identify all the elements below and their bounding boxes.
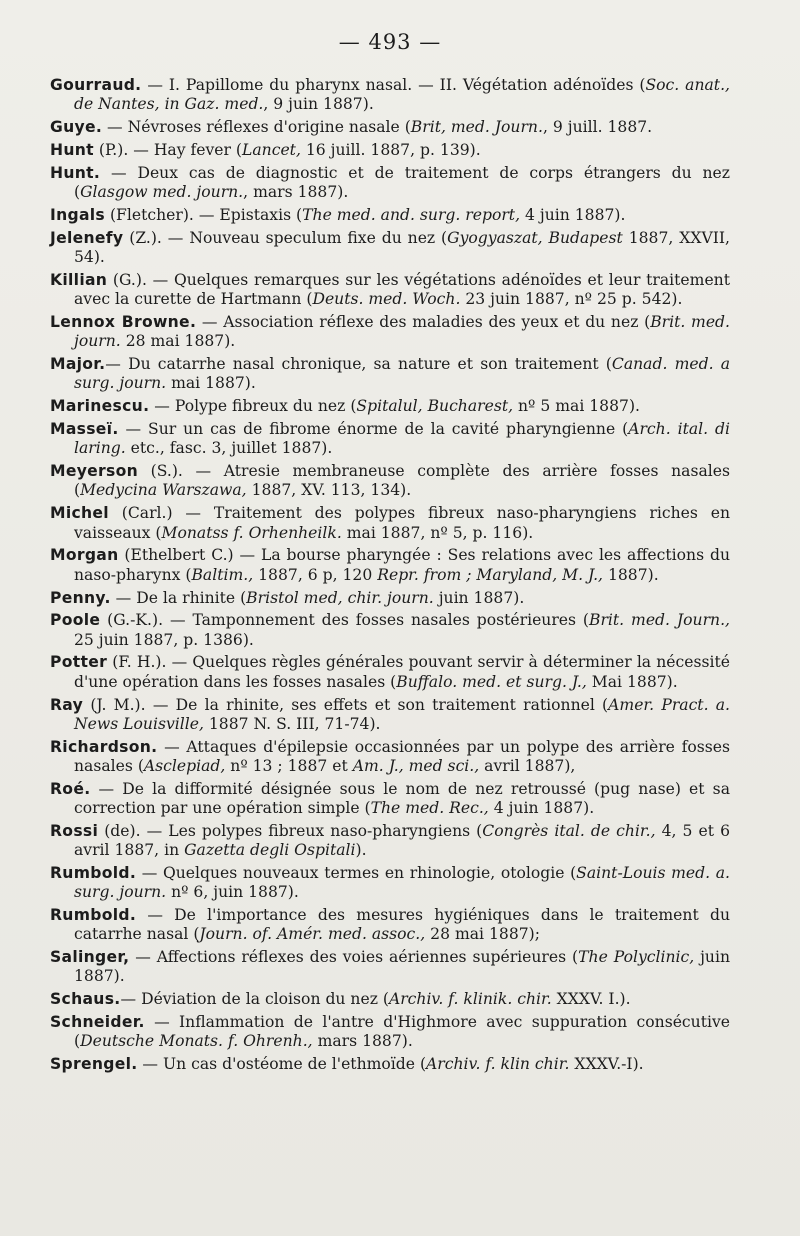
bibliography-entry bbox=[50, 1055, 730, 1074]
entry-text: nº 5 mai 1887). bbox=[513, 397, 640, 416]
source-title: Saint-Louis med. a. surg. journ. bbox=[74, 863, 730, 902]
author-name: Salinger, bbox=[50, 948, 130, 967]
bibliography-entry bbox=[50, 462, 730, 500]
bibliography-entry bbox=[50, 653, 730, 691]
entry-text: 25 juin 1887, p. 1386). bbox=[74, 630, 254, 649]
entry-text: Attaques d'épilepsie occasionnées par un polype des arrière fosses nasales ( bbox=[74, 737, 731, 775]
entry-text: 1887 N. S. III, 71-74). bbox=[203, 714, 381, 733]
bibliography-entry bbox=[50, 906, 730, 944]
bibliography-entry bbox=[50, 118, 730, 137]
bibliography-entry bbox=[50, 76, 730, 114]
bibliography-entry bbox=[50, 822, 730, 860]
source-title: Archiv. f. klin chir. bbox=[426, 1055, 570, 1074]
separator-dash: — bbox=[90, 779, 123, 798]
source-title: Brit, med. Journ. bbox=[410, 118, 543, 137]
entry-text: I. Papillome du pharynx nasal. — II. Végétation adénoïdes ( bbox=[168, 76, 646, 94]
source-title: Brit. med. journ. bbox=[74, 313, 730, 351]
entry-text: 1887, 6 p, 120 bbox=[253, 565, 378, 584]
separator-dash: — bbox=[193, 205, 220, 224]
source-title: Medycina Warszawa, bbox=[80, 481, 247, 500]
bibliography-entry bbox=[50, 504, 730, 542]
source-title: Gazetta degli Ospitali bbox=[184, 841, 356, 860]
author-name: Rossi bbox=[50, 821, 99, 840]
source-title: Am. J., med sci., bbox=[352, 756, 480, 775]
author-initials: (Z.). bbox=[123, 228, 162, 247]
entry-text: Quelques remarques sur les végétations adénoïdes et leur traitement avec la curette de Hartmann ( bbox=[74, 270, 730, 309]
bibliography-entry bbox=[50, 164, 730, 202]
separator-dash: — bbox=[182, 462, 224, 481]
author-name: Penny. bbox=[50, 588, 111, 607]
entry-text: De la rhinite ( bbox=[136, 588, 247, 607]
author-initials: (S.). bbox=[138, 462, 183, 481]
source-title: Baltim., bbox=[191, 565, 254, 584]
source-title: Amer. Pract. a. News Louisville, bbox=[74, 695, 730, 733]
bibliography-entry bbox=[50, 780, 730, 818]
author-name: Richardson. bbox=[50, 737, 158, 756]
source-title: Deutsche Monats. f. Ohrenh., bbox=[80, 1032, 313, 1051]
author-name: Schneider. bbox=[50, 1013, 145, 1032]
author-name: Ingals bbox=[50, 205, 106, 224]
source-title: Lancet, bbox=[242, 140, 301, 159]
author-name: Killian bbox=[50, 270, 108, 289]
entry-text: Sur un cas de fibrome énorme de la cavité pharyngienne ( bbox=[148, 420, 629, 439]
author-name: Meyerson bbox=[50, 462, 139, 481]
entry-text: Traitement des polypes fibreux naso-pharyngiens riches en vaisseaux ( bbox=[74, 504, 730, 542]
entry-text: Tamponnement des fosses nasales postérieures ( bbox=[192, 611, 590, 630]
bibliography-entry bbox=[50, 611, 730, 649]
bibliography-entry bbox=[50, 420, 730, 458]
entry-text: avril 1887), bbox=[479, 756, 576, 775]
separator-dash: — bbox=[136, 863, 163, 882]
author-name: Jelenefy bbox=[50, 228, 124, 247]
author-name: Hunt bbox=[50, 140, 94, 159]
source-title: The Polyclinic, bbox=[578, 948, 695, 967]
author-initials: (G.-K.). bbox=[100, 611, 164, 630]
author-initials: (J. M.). bbox=[83, 695, 146, 714]
author-name: Michel bbox=[50, 504, 109, 523]
author-name: Roé. bbox=[50, 779, 91, 798]
entry-text: Hay fever ( bbox=[153, 140, 243, 159]
source-title: Buffalo. med. et surg. J., bbox=[396, 672, 587, 691]
entry-text: Nouveau speculum fixe du nez ( bbox=[189, 228, 448, 247]
bibliography-entry bbox=[50, 397, 730, 416]
source-title: Brit. med. Journ., bbox=[589, 611, 730, 630]
entry-text: ). bbox=[355, 841, 367, 860]
author-name: Masseï. bbox=[50, 420, 119, 439]
entry-text: De la rhinite, ses effets et son traitement rationnel ( bbox=[175, 695, 609, 714]
separator-dash: — bbox=[172, 504, 214, 523]
separator-dash: — bbox=[118, 420, 149, 439]
bibliography-list bbox=[50, 76, 730, 1074]
bibliography-entry bbox=[50, 864, 730, 902]
author-name: Potter bbox=[50, 653, 108, 672]
bibliography-entry bbox=[50, 141, 730, 160]
separator-dash: — bbox=[233, 546, 262, 565]
page-number: — 493 — bbox=[338, 30, 442, 54]
author-name: Major. bbox=[50, 355, 106, 374]
source-title: Arch. ital. di laring. bbox=[74, 420, 730, 458]
entry-text: mai 1887, nº 5, p. 116). bbox=[341, 523, 534, 542]
separator-dash: — bbox=[149, 397, 175, 416]
separator-dash: — bbox=[105, 355, 129, 374]
entry-text: Déviation de la cloison du nez ( bbox=[141, 990, 389, 1009]
entry-text: Du catarrhe nasal chronique, sa nature et son traitement ( bbox=[128, 355, 612, 374]
author-name: Schaus. bbox=[50, 990, 121, 1009]
bibliography-entry bbox=[50, 229, 730, 267]
bibliography-entry bbox=[50, 355, 730, 393]
author-initials: (Fletcher). bbox=[105, 205, 194, 224]
entry-text: Un cas d'ostéome de l'ethmoïde ( bbox=[162, 1055, 427, 1074]
author-name: Poole bbox=[50, 611, 101, 630]
author-name: Gourraud. bbox=[50, 76, 142, 94]
entry-text: Epistaxis ( bbox=[219, 205, 303, 224]
source-title: Journ. of. Amér. med. assoc., bbox=[199, 925, 426, 944]
source-title: Bristol med, chir. journ. bbox=[246, 588, 434, 607]
source-title: Deuts. med. Woch. bbox=[312, 290, 461, 309]
entry-text: Névroses réflexes d'origine nasale ( bbox=[127, 118, 411, 137]
entry-text: juin 1887). bbox=[433, 588, 525, 607]
bibliography-entry bbox=[50, 1013, 730, 1051]
entry-text: Association réflexe des maladies des yeux et du nez ( bbox=[223, 313, 651, 332]
source-title: The med. Rec., bbox=[370, 798, 489, 817]
author-name: Rumbold. bbox=[50, 906, 137, 925]
entry-text: 1887, XV. 113, 134). bbox=[246, 481, 412, 500]
author-name: Guye. bbox=[50, 118, 103, 137]
source-title: Spitalul, Bucharest, bbox=[356, 397, 514, 416]
entry-text: Les polypes fibreux naso-pharyngiens ( bbox=[168, 821, 483, 840]
source-title: Soc. anat., de Nantes, in Gaz. med. bbox=[74, 76, 730, 114]
entry-text: nº 13 ; 1887 et bbox=[225, 756, 353, 775]
source-title: Canad. med. a surg. journ. bbox=[74, 355, 730, 393]
separator-dash: — bbox=[163, 611, 193, 630]
author-initials: (F. H.). bbox=[107, 653, 167, 672]
entry-text: , 9 juin 1887). bbox=[263, 95, 374, 114]
entry-text: Deux cas de diagnostic et de traitement de corps étrangers du nez ( bbox=[74, 163, 730, 202]
entry-text: 1887, XXVII, 54). bbox=[74, 228, 730, 267]
entry-text: Quelques nouveaux termes en rhinologie, otologie ( bbox=[162, 863, 577, 882]
entry-text: 23 juin 1887, nº 25 p. 542). bbox=[460, 290, 683, 309]
author-name: Ray bbox=[50, 695, 84, 714]
author-initials: (Carl.) bbox=[108, 504, 173, 523]
separator-dash: — bbox=[144, 1013, 179, 1032]
entry-text: Mai 1887). bbox=[586, 672, 678, 691]
entry-text: , mars 1887). bbox=[243, 183, 349, 202]
bibliography-entry bbox=[50, 546, 730, 584]
entry-text: juin 1887). bbox=[74, 948, 731, 986]
source-title: Archiv. f. klinik. chir. bbox=[388, 990, 552, 1009]
entry-text: Quelques règles générales pouvant servir à déterminer la nécessité d'une opération dans les fosses nasales ( bbox=[74, 653, 730, 691]
separator-dash: — bbox=[102, 118, 128, 137]
bibliography-entry bbox=[50, 313, 730, 351]
entry-text: De la difformité désignée sous le nom de nez retroussé (pug nase) et sa correction par une opération simple ( bbox=[74, 779, 730, 817]
bibliography-entry bbox=[50, 589, 730, 608]
separator-dash: — bbox=[120, 990, 142, 1009]
author-name: Sprengel. bbox=[50, 1055, 138, 1074]
source-title: Gyogyaszat, Budapest bbox=[447, 228, 623, 247]
author-name: Hunt. bbox=[50, 163, 101, 182]
entry-text: 4 juin 1887). bbox=[520, 205, 626, 224]
author-name: Marinescu. bbox=[50, 397, 150, 416]
bibliography-entry bbox=[50, 271, 730, 309]
entry-text: La bourse pharyngée : Ses relations avec les affections du naso-pharynx ( bbox=[74, 546, 730, 584]
entry-text: 1887). bbox=[603, 565, 659, 584]
entry-text: mai 1887). bbox=[166, 374, 256, 393]
entry-text: 28 mai 1887); bbox=[425, 925, 541, 944]
entry-text: Inflammation de l'antre d'Highmore avec suppuration consécutive ( bbox=[74, 1013, 730, 1051]
source-title: Asclepiad, bbox=[143, 756, 226, 775]
entry-text: XXXV. I.). bbox=[551, 990, 631, 1009]
separator-dash: — bbox=[141, 76, 169, 94]
author-name: Morgan bbox=[50, 546, 119, 565]
separator-dash: — bbox=[129, 948, 157, 967]
source-title: Glasgow med. journ. bbox=[80, 183, 244, 202]
separator-dash: — bbox=[166, 653, 193, 672]
entry-text: nº 6, juin 1887). bbox=[166, 883, 299, 902]
bibliography-entry bbox=[50, 738, 730, 776]
separator-dash: — bbox=[161, 228, 190, 247]
source-title: Repr. from ; Maryland, M. J., bbox=[377, 565, 603, 584]
separator-dash: — bbox=[145, 695, 176, 714]
source-title: Monatss f. Orhenheilk. bbox=[161, 523, 342, 542]
separator-dash: — bbox=[110, 588, 137, 607]
author-name: Lennox Browne. bbox=[50, 313, 197, 332]
entry-text: mars 1887). bbox=[312, 1032, 413, 1051]
separator-dash: — bbox=[100, 163, 138, 182]
entry-text: 4 juin 1887). bbox=[488, 798, 595, 817]
author-initials: (Ethelbert C.) bbox=[118, 546, 234, 565]
entry-text: Atresie membraneuse complète des arrière fosses nasales ( bbox=[74, 462, 730, 500]
entry-text: 28 mai 1887). bbox=[120, 332, 236, 351]
separator-dash: — bbox=[146, 270, 174, 289]
bibliography-entry bbox=[50, 696, 730, 734]
author-initials: (de). bbox=[98, 821, 141, 840]
bibliography-entry bbox=[50, 990, 730, 1009]
separator-dash: — bbox=[157, 737, 187, 756]
entry-text: 16 juill. 1887, p. 139). bbox=[300, 140, 481, 159]
source-title: Congrès ital. de chir., bbox=[482, 821, 656, 840]
author-name: Rumbold. bbox=[50, 863, 137, 882]
entry-text: Affections réflexes des voies aériennes supérieures ( bbox=[156, 948, 579, 967]
separator-dash: — bbox=[136, 906, 175, 925]
separator-dash: — bbox=[128, 140, 154, 159]
source-title: The med. and. surg. report, bbox=[302, 205, 521, 224]
separator-dash: — bbox=[196, 313, 224, 332]
entry-text: XXXV.-I). bbox=[569, 1055, 644, 1074]
entry-text: etc., fasc. 3, juillet 1887). bbox=[125, 439, 333, 458]
bibliography-entry bbox=[50, 948, 730, 986]
entry-text: , 9 juill. 1887. bbox=[542, 118, 653, 137]
author-initials: (G.). bbox=[107, 270, 147, 289]
entry-text: 4, 5 et 6 avril 1887, in bbox=[74, 821, 730, 860]
entry-text: De l'importance des mesures hygiéniques dans le traitement du catarrhe nasal ( bbox=[74, 906, 730, 944]
separator-dash: — bbox=[137, 1055, 163, 1074]
bibliography-entry bbox=[50, 206, 730, 225]
author-initials: (P.). bbox=[93, 140, 129, 159]
separator-dash: — bbox=[140, 821, 169, 840]
entry-text: Polype fibreux du nez ( bbox=[174, 397, 357, 416]
